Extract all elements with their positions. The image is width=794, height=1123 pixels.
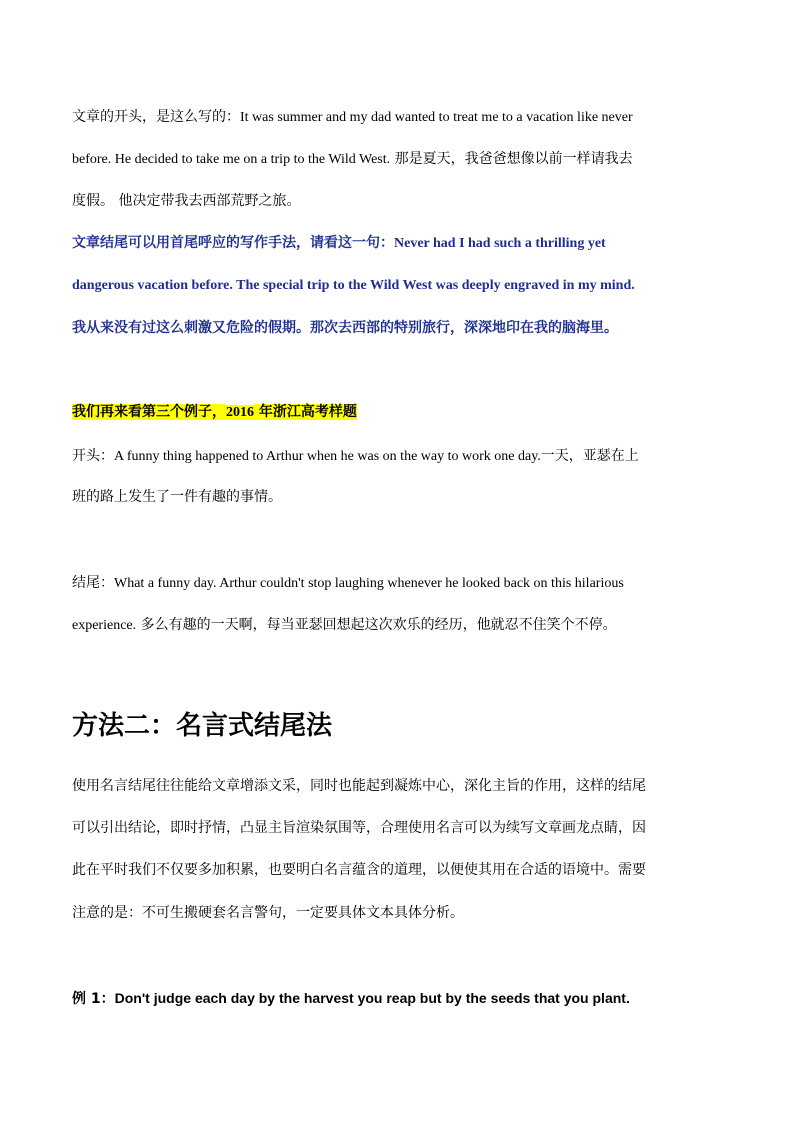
opening-zh-1: 那是夏天，我爸爸想像以前一样请我去 — [390, 151, 633, 167]
example1-label: 例 1： — [72, 991, 115, 1007]
example3-title-pre: 我们再来看第三个例子， — [72, 404, 226, 420]
example3-ending-zh: 多么有趣的一天啊，每当亚瑟回想起这次欢乐的经历，他就忍不住笑个不停。 — [136, 617, 617, 633]
example3-title — [72, 402, 732, 423]
example3-opening-zh-1: 一天，亚瑟在上 — [540, 448, 639, 464]
example1-text: Don't judge each day by the harvest you reap but by the seeds that you plant. — [114, 990, 630, 1006]
opening-line-3 — [72, 191, 732, 211]
opening-zh-2: 度假。 他决定带我去西部荒野之旅。 — [72, 193, 301, 209]
method2-para-line-1: 使用名言结尾往往能给文章增添文采，同时也能起到凝炼中心，深化主旨的作用，这样的结尾 — [72, 778, 646, 794]
example3-opening-label: 开头： — [72, 448, 114, 464]
example3-opening-line-1 — [72, 446, 732, 467]
ending-line-2 — [72, 275, 732, 296]
example3-ending-line-1 — [72, 573, 732, 594]
method2-para-line-2: 可以引出结论，即时抒情，凸显主旨渲染氛围等，合理使用名言可以为续写文章画龙点睛，因 — [72, 820, 646, 836]
method2-para-line-4: 注意的是：不可生搬硬套名言警句，一定要具体文本具体分析。 — [72, 905, 464, 921]
opening-en-2: before. He decided to take me on a trip to the Wild West. — [72, 152, 391, 167]
ending-zh: 我从来没有过这么刺激又危险的假期。那次去西部的特别旅行，深深地印在我的脑海里。 — [72, 320, 618, 336]
example3-ending-label: 结尾： — [72, 575, 114, 591]
ending-en-2: dangerous vacation before. The special trip to the Wild West was deeply engraved in my mind. — [72, 278, 635, 293]
example3-ending-line-2 — [72, 615, 732, 636]
ending-en-1: Never had I had such a thrilling yet — [394, 236, 606, 251]
example3-opening-line-2 — [72, 487, 732, 507]
example3-ending-en-2: experience. — [72, 618, 137, 633]
example3-ending-en-1: What a funny day. Arthur couldn't stop laughing whenever he looked back on this hilarious — [114, 576, 624, 591]
ending-zh-label: 文章结尾可以用首尾呼应的写作手法，请看这一句： — [72, 235, 394, 251]
opening-line-2 — [72, 149, 732, 170]
example3-opening-en: A funny thing happened to Arthur when he was on the way to work one day. — [114, 449, 541, 464]
example3-title-post: 年浙江高考样题 — [254, 404, 357, 420]
example3-opening-zh-2: 班的路上发生了一件有趣的事情。 — [72, 489, 282, 505]
opening-zh-label: 文章的开头，是这么写的： — [72, 109, 240, 125]
method2-para-line-3: 此在平时我们不仅要多加积累，也要明白名言蕴含的道理，以便使其用在合适的语境中。需要 — [72, 862, 646, 878]
method2-heading: 方法二：名言式结尾法 — [72, 711, 333, 741]
ending-line-3 — [72, 318, 732, 338]
example3-title-year: 2016 — [226, 405, 254, 420]
opening-en-1: It was summer and my dad wanted to treat me to a vacation like never — [240, 110, 633, 125]
ending-line-1 — [72, 233, 732, 254]
example1-line — [72, 988, 630, 1009]
opening-line-1 — [72, 107, 732, 128]
